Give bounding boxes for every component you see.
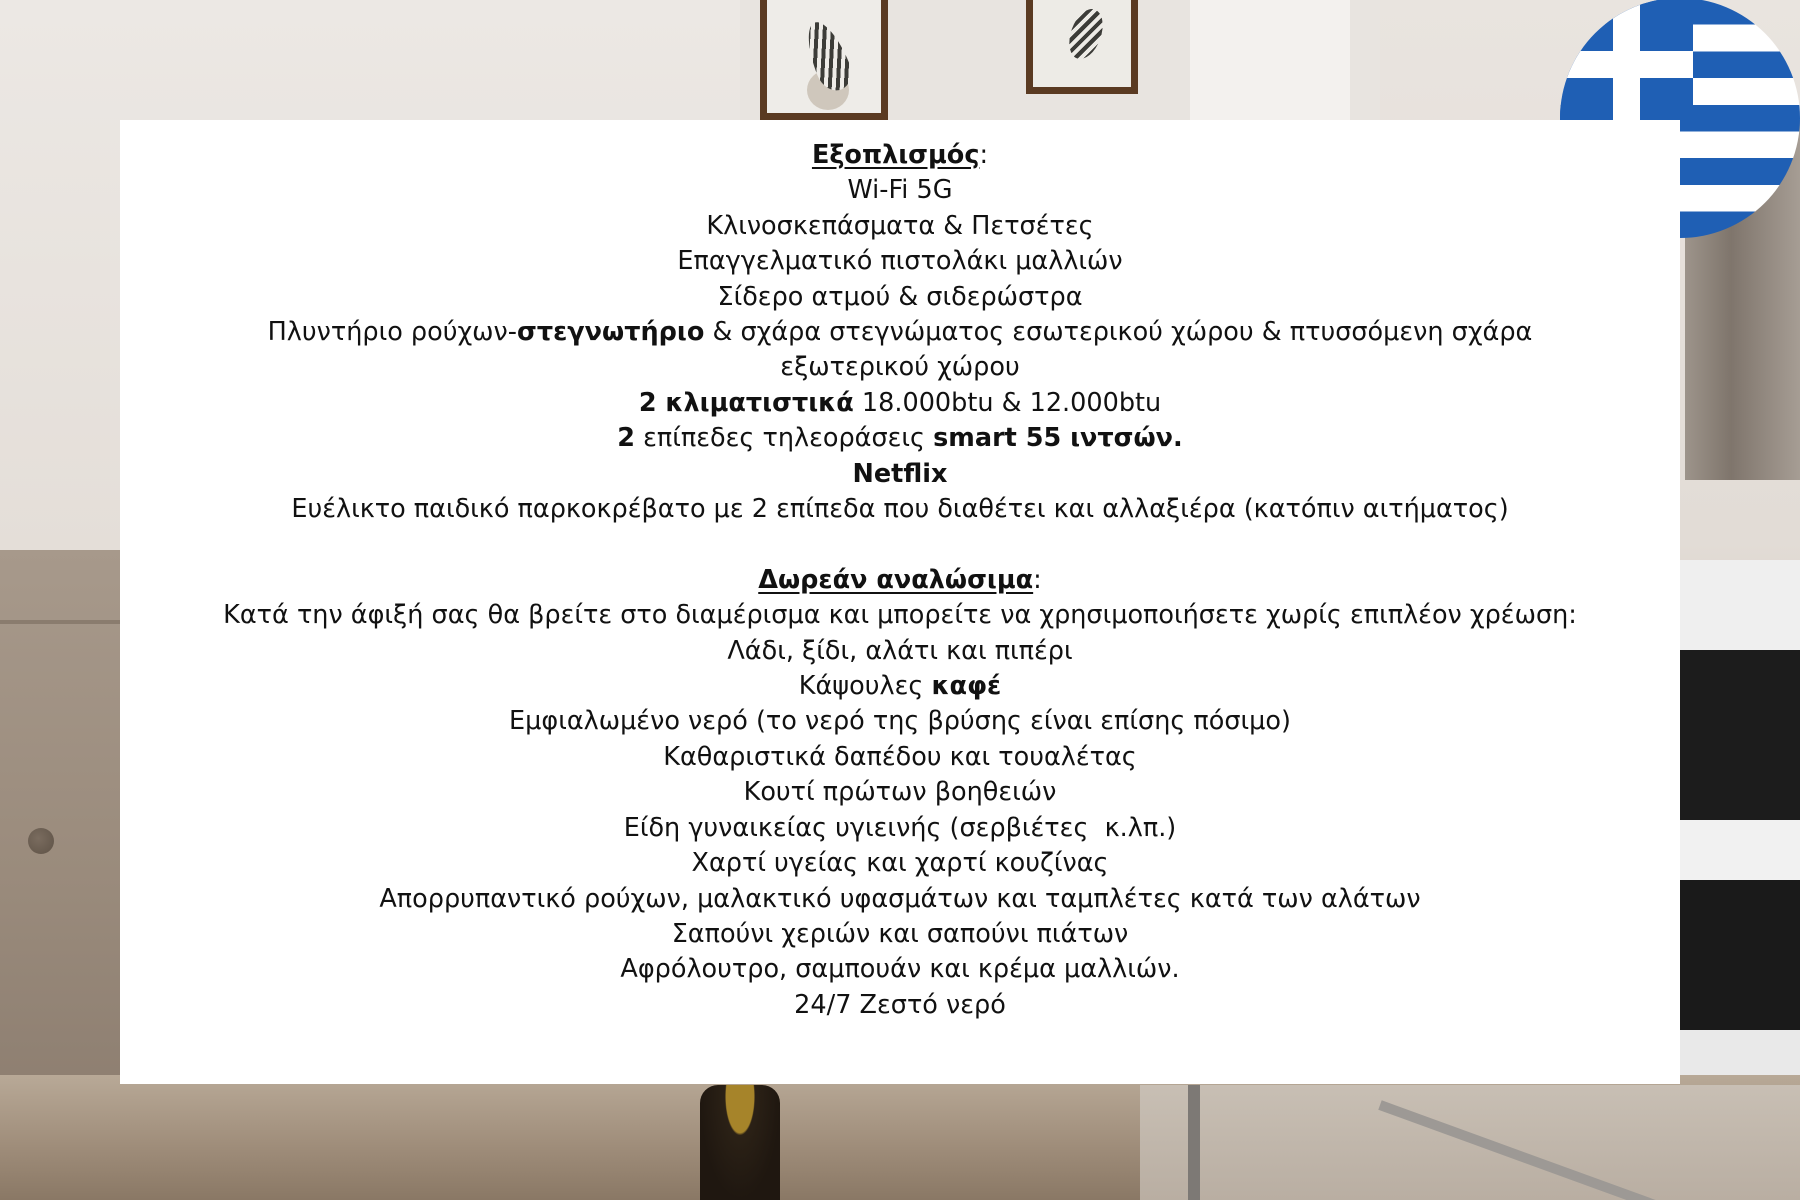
consumable-soap: Σαπούνι χεριών και σαπούνι πιάτων: [671, 918, 1129, 949]
consumables-heading-line: [120, 563, 1680, 598]
consumable-water: Εμφιαλωμένο νερό (το νερό της βρύσης είναι επίσης πόσιμο): [509, 706, 1291, 737]
amenity-wifi: Wi-Fi 5G: [847, 175, 953, 206]
sofa-button: [28, 828, 54, 854]
washer-text-bold: στεγνωτήριο: [516, 317, 705, 348]
background-bottle: [700, 1085, 780, 1200]
consumable-cleaners: Καθαριστικά δαπέδου και τουαλέτας: [663, 741, 1137, 772]
equipment-heading: Εξοπλισμός: [811, 140, 980, 170]
consumables-heading-colon: :: [1033, 564, 1042, 595]
consumables-intro: Κατά την άφιξή σας θα βρείτε στο διαμέρισμα και μπορείτε να χρησιμοποιήσετε χωρίς επιπλέον χρέωση:: [223, 600, 1577, 631]
tv-size: smart 55 ιντσών.: [933, 423, 1183, 454]
amenity-washer: [250, 315, 1550, 386]
ac-text-bold: 2 κλιματιστικά: [638, 387, 854, 418]
tv-text: επίπεδες τηλεοράσεις: [635, 423, 934, 454]
amenity-hairdryer: Επαγγελματικό πιστολάκι μαλλιών: [677, 246, 1123, 277]
consumable-first-aid: Κουτί πρώτων βοηθειών: [743, 777, 1057, 808]
amenity-crib: Ευέλικτο παιδικό παρκοκρέβατο με 2 επίπεδα που διαθέτει και αλλαξιέρα (κατόπιν αιτήματος): [291, 494, 1509, 525]
consumable-oil: Λάδι, ξίδι, αλάτι και πιπέρι: [727, 635, 1073, 666]
amenity-air-conditioners: [120, 386, 1680, 421]
background-picture-frame-right: [1026, 0, 1138, 94]
sofa-seam: [0, 620, 125, 624]
equipment-heading-line: [120, 138, 1680, 173]
background-sofa: [0, 550, 125, 1090]
consumables-heading: Δωρεάν αναλώσιμα: [758, 564, 1034, 595]
consumable-hot-water: 24/7 Ζεστό νερό: [794, 989, 1006, 1020]
consumable-detergent: Απορρυπαντικό ρούχων, μαλακτικό υφασμάτων και ταμπλέτες κατά των αλάτων: [379, 883, 1421, 914]
amenity-linens: Κλινοσκεπάσματα & Πετσέτες: [706, 210, 1094, 241]
coffee-text: Κάψουλες: [798, 671, 932, 702]
background-wall-light-strip: [1190, 0, 1350, 120]
consumable-paper: Χαρτί υγείας και χαρτί κουζίνας: [691, 848, 1109, 879]
ac-text-rest: 18.000btu & 12.000btu: [853, 387, 1162, 418]
section-spacer: [120, 527, 1680, 562]
amenities-card: [120, 120, 1680, 1084]
washer-text-end: & σχάρα στεγνώματος εσωτερικού χώρου & πτυσσόμενη σχάρα εξωτερικού χώρου: [704, 317, 1533, 383]
coffee-text-bold: καφέ: [931, 671, 1002, 702]
equipment-heading-colon: :: [979, 140, 989, 170]
consumable-shower: Αφρόλουτρο, σαμπουάν και κρέμα μαλλιών.: [620, 954, 1180, 985]
flag-cross-vertical: [1613, 0, 1640, 131]
picture-leaf-shape: [1063, 4, 1109, 63]
background-cabinet: [1680, 560, 1800, 1080]
tv-count: 2: [617, 423, 636, 454]
amenity-netflix: Netflix: [852, 458, 948, 489]
amenity-iron: Σίδερο ατμού & σιδερώστρα: [717, 281, 1083, 312]
washer-text-start: Πλυντήριο ρούχων-: [267, 317, 517, 348]
background-pole: [1188, 1085, 1200, 1200]
consumable-coffee: [120, 669, 1680, 704]
consumable-hygiene: Είδη γυναικείας υγιεινής (σερβιέτες κ.λπ.): [623, 812, 1177, 843]
amenity-tvs: [120, 421, 1680, 456]
background-picture-frame-left: [760, 0, 888, 120]
